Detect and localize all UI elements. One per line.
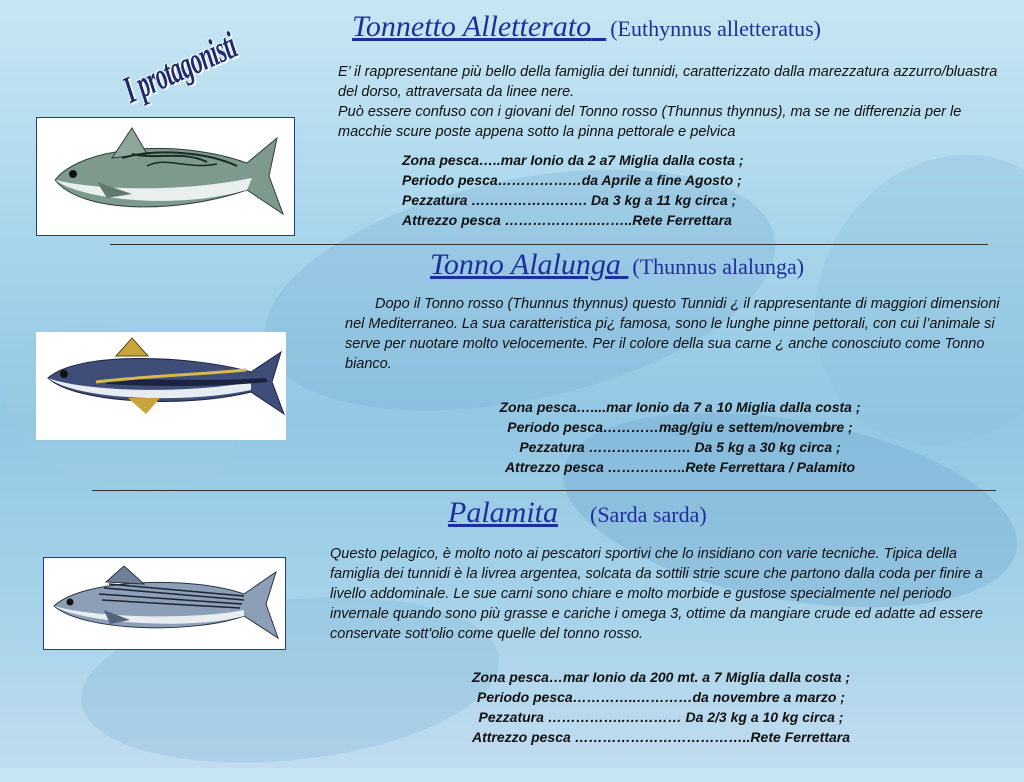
section-title-tonnetto: [352, 10, 821, 44]
detail-size: Pezzatura ……………………. Da 3 kg a 11 kg circa ;: [402, 192, 737, 208]
section-divider: [110, 244, 988, 245]
description-palamita: [330, 544, 994, 644]
detail-gear: Attrezzo pesca ……………..Rete Ferrettara / Palamito: [504, 459, 856, 475]
section-divider: [92, 490, 996, 491]
fish-palamita-icon: [44, 558, 285, 649]
detail-fishing-period: Periodo pesca…………mag/giu e settem/novembre ;: [507, 419, 853, 435]
detail-gear: Attrezzo pesca ………………………………..Rete Ferrettara: [471, 729, 851, 745]
species-name: Tonnetto Alletterato: [352, 10, 592, 43]
fish-image-palamita: [43, 557, 286, 650]
scientific-name: (Sarda sarda): [590, 502, 707, 527]
species-name: Palamita: [448, 496, 558, 529]
description-tonnetto: [338, 62, 998, 142]
section-title-palamita: [448, 496, 707, 530]
description-alalunga: [345, 294, 1001, 374]
description-paragraph: Questo pelagico, è molto noto ai pescatori sportivi che lo insidiano con varie tecniche. Tipica della famiglia dei tunnidi è la livrea argentea, solcata da sottili strie scure che partono dalla coda per finire a livello addominale. Le sue carni sono chiare e molto morbide e gustose specialmente nel periodo invernale quando sono più grasse e cariche i omega 3, ottime da mangiare crude ed adatte ad essere conservate sott'olio come quelle del tonno rosso.: [330, 546, 983, 642]
detail-fishing-zone: Zona pesca…..mar Ionio da 2 a7 Miglia dalla costa ;: [402, 152, 744, 168]
details-palamita: [412, 667, 910, 747]
details-alalunga: [440, 397, 920, 477]
page-title-rotated: I protagonisti: [117, 24, 243, 112]
description-paragraph: E’ il rappresentane più bello della famiglia dei tunnidi, caratterizzato dalla marezzatura azzurro/bluastra del dorso, attraversata da linee nere.: [338, 64, 998, 100]
detail-gear: Attrezzo pesca ………………..……..Rete Ferrettara: [402, 212, 732, 228]
detail-size: Pezzatura ……………..………… Da 2/3 kg a 10 kg circa ;: [478, 709, 844, 725]
section-title-alalunga: [430, 248, 804, 282]
description-paragraph: Dopo il Tonno rosso (Thunnus thynnus) questo Tunnidi ¿ il rappresentante di maggiori dimensioni nel Mediterraneo. La sua caratteristica pi¿ famosa, sono le lunghe pinne pettorali, con cui l’animale si serve per nuotare molto velocemente. Per il colore della sua carne ¿ anche conosciuto come Tonno bianco.: [345, 296, 1000, 372]
scientific-name: (Thunnus alalunga): [632, 254, 805, 279]
detail-size: Pezzatura …………………. Da 5 kg a 30 kg circa ;: [519, 439, 841, 455]
species-name: Tonno Alalunga: [430, 248, 621, 281]
detail-fishing-zone: Zona pesca…....mar Ionio da 7 a 10 Miglia dalla costa ;: [499, 399, 861, 415]
fish-tonnetto-icon: [37, 118, 294, 235]
details-tonnetto: [402, 150, 744, 230]
detail-fishing-zone: Zona pesca…mar Ionio da 200 mt. a 7 Miglia dalla costa ;: [471, 669, 851, 685]
fish-alalunga-icon: [36, 332, 286, 440]
detail-fishing-period: Periodo pesca…………..…………da novembre a marzo ;: [477, 689, 845, 705]
fish-image-tonnetto: [36, 117, 295, 236]
scientific-name: (Euthynnus alletteratus): [610, 16, 821, 41]
detail-fishing-period: Periodo pesca………………da Aprile a fine Agosto ;: [402, 172, 742, 188]
description-paragraph: Può essere confuso con i giovani del Tonno rosso (Thunnus thynnus), ma se ne differenzia per le macchie scure poste appena sotto la pinna pettorale e pelvica: [338, 104, 962, 140]
fish-image-alalunga: [36, 332, 286, 440]
